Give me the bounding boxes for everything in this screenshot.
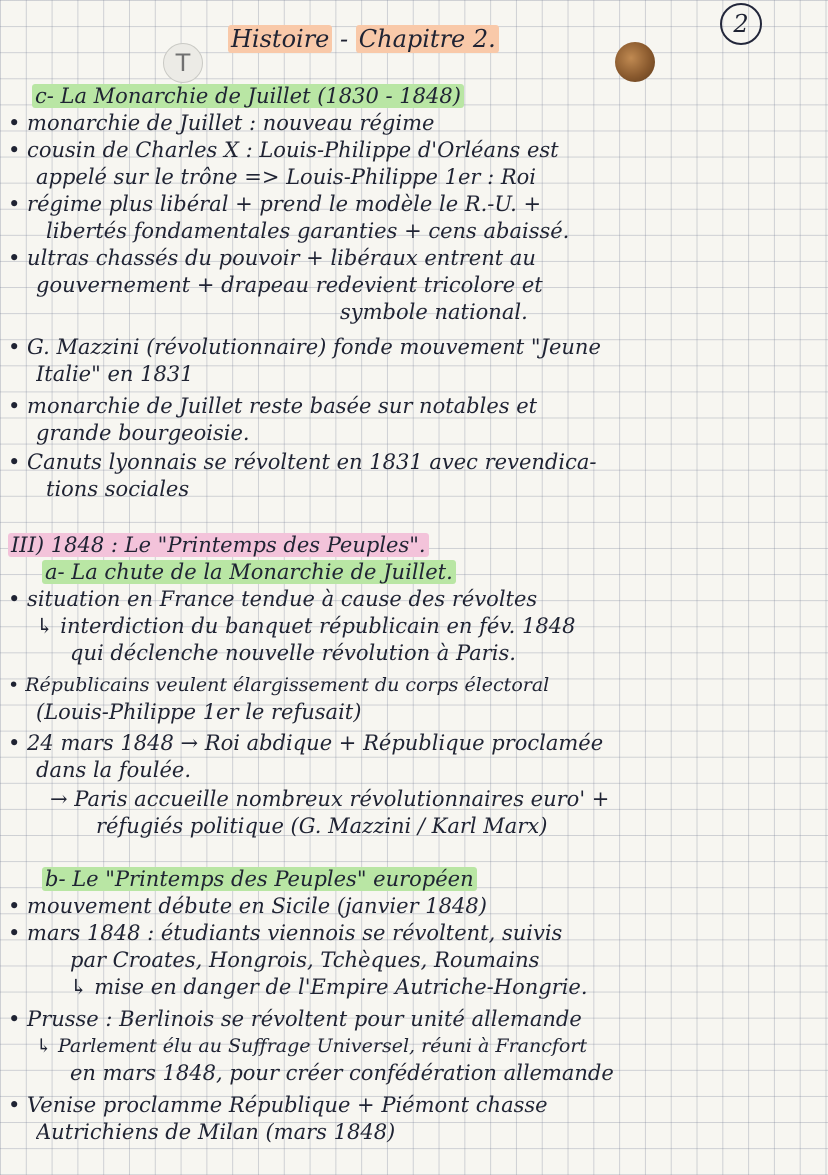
note-line: • monarchie de Juillet : nouveau régime (8, 111, 435, 135)
page-number: 2 (720, 3, 762, 45)
note-line: • ultras chassés du pouvoir + libéraux entrent au (8, 246, 536, 270)
section-heading-III: III) 1848 : Le "Printemps des Peuples". (8, 532, 828, 558)
title-subject: Histoire (228, 25, 332, 53)
note-line: qui déclenche nouvelle révolution à Paris. (70, 641, 516, 665)
note-line: libertés fondamentales garanties + cens abaissé. (46, 219, 570, 243)
note-line: (Louis-Philippe 1er le refusait) (36, 700, 362, 724)
note-line: Italie" en 1831 (36, 362, 194, 386)
note-line: → Paris accueille nombreux révolutionnaires euro' + (50, 787, 610, 811)
note-line: • mouvement débute en Sicile (janvier 1848) (8, 894, 487, 918)
title-chapter: Chapitre 2. (356, 25, 499, 53)
note-line: • situation en France tendue à cause des révoltes (8, 587, 538, 611)
note-line: • monarchie de Juillet reste basée sur notables et (8, 394, 538, 418)
note-line: • Canuts lyonnais se révoltent en 1831 avec revendica- (8, 450, 597, 474)
note-line: appelé sur le trône => Louis-Philippe 1er : Roi (36, 165, 537, 189)
wood-knot-icon (615, 42, 655, 82)
note-line: en mars 1848, pour créer confédération allemande (70, 1061, 614, 1085)
note-line: Autrichiens de Milan (mars 1848) (36, 1120, 396, 1144)
note-line: • mars 1848 : étudiants viennois se révoltent, suivis (8, 921, 563, 945)
section-heading-a: a- La chute de la Monarchie de Juillet. (42, 559, 828, 585)
note-line: • cousin de Charles X : Louis-Philippe d'Orléans est (8, 138, 559, 162)
note-line: ↳ Parlement élu au Suffrage Universel, réuni à Francfort (36, 1035, 588, 1057)
note-line: par Croates, Hongrois, Tchèques, Roumains (70, 948, 540, 972)
note-line: • G. Mazzini (révolutionnaire) fonde mouvement "Jeune (8, 335, 601, 359)
note-line: • 24 mars 1848 → Roi abdique + République proclamée (8, 731, 604, 755)
note-line: tions sociales (46, 477, 190, 501)
note-line: symbole national. (340, 300, 528, 324)
note-line: réfugiés politique (G. Mazzini / Karl Marx) (96, 814, 548, 838)
note-line: • Prusse : Berlinois se révoltent pour unité allemande (8, 1007, 582, 1031)
section-heading-b: b- Le "Printemps des Peuples" européen (42, 866, 828, 892)
note-line: gouvernement + drapeau redevient tricolore et (36, 273, 543, 297)
pushpin-icon: T (163, 43, 203, 83)
page-title (228, 24, 499, 54)
note-line: • Républicains veulent élargissement du corps électoral (8, 674, 550, 696)
note-line: dans la foulée. (36, 758, 192, 782)
section-heading-c: c- La Monarchie de Juillet (1830 - 1848) (32, 83, 828, 109)
note-line: • Venise proclamme République + Piémont chasse (8, 1093, 548, 1117)
note-line: ↳ mise en danger de l'Empire Autriche-Hongrie. (70, 975, 588, 999)
note-line: grande bourgeoisie. (36, 421, 250, 445)
title-separator: - (332, 25, 356, 53)
note-line: • régime plus libéral + prend le modèle le R.-U. + (8, 192, 542, 216)
note-line: ↳ interdiction du banquet républicain en fév. 1848 (36, 614, 576, 638)
